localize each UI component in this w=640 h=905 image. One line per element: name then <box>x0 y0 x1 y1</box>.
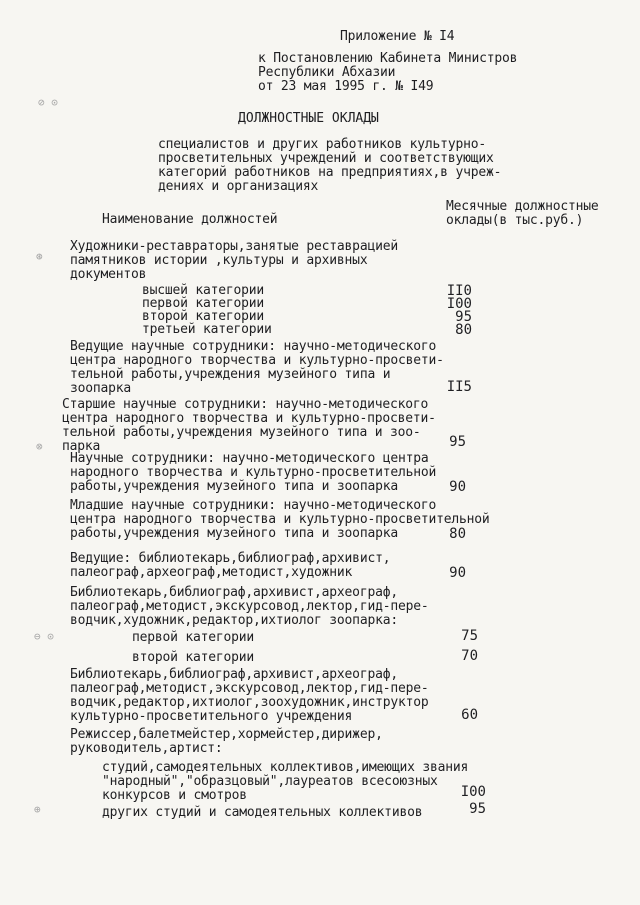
subtitle-line: просветительных учреждений и соответствующих <box>158 151 494 166</box>
row-text: центра народного творчества и культурно-просвети- <box>62 411 436 426</box>
row-text: Ведущие: библиотекарь,библиограф,архивист, <box>70 551 391 566</box>
document-title: ДОЛЖНОСТНЫЕ ОКЛАДЫ <box>238 111 379 126</box>
subtitle-line: специалистов и других работников культурно- <box>158 137 486 152</box>
salary-value: 70 <box>461 648 478 664</box>
row-text: Режиссер,балетмейстер,хормейстер,дирижер, <box>70 727 383 742</box>
row-text: культурно-просветительного учреждения <box>70 709 353 724</box>
category-label: второй категории <box>142 309 265 324</box>
subtitle-line: дениях и организациях <box>158 179 319 194</box>
row-text: Младшие научные сотрудники: научно-методического <box>70 498 437 513</box>
row-text: тельной работы,учреждения музейного типа и <box>70 367 391 382</box>
salary-value: 60 <box>461 707 478 723</box>
salary-value: 90 <box>449 565 466 581</box>
row-text: Старшие научные сотрудники: научно-методического <box>62 397 429 412</box>
appendix-label: Приложение № I4 <box>340 29 455 44</box>
row-text: Ведущие научные сотрудники: научно-методического <box>70 339 437 354</box>
row-text: палеограф,археограф,методист,художник <box>70 565 353 580</box>
salary-value: 75 <box>461 628 478 644</box>
salary-value: 95 <box>449 434 466 450</box>
decree-line: Республики Абхазии <box>258 65 396 80</box>
row-text: руководитель,артист: <box>70 741 223 756</box>
decree-line: от 23 мая 1995 г. № I49 <box>258 79 434 94</box>
margin-mark: ⊘ ⊙ <box>38 96 58 109</box>
category-label: первой категории <box>142 296 265 311</box>
row-text: водчик,художник,редактор,ихтиолог зоопарка: <box>70 613 398 628</box>
row-text: "народный","образцовый",лауреатов всесоюзных <box>102 774 438 789</box>
row-text: конкурсов и смотров <box>102 788 247 803</box>
salary-value: I00 <box>446 296 472 312</box>
salary-value: 80 <box>449 526 466 542</box>
row-text: работы,учреждения музейного типа и зоопарка <box>70 479 398 494</box>
column-header-name: Наименование должностей <box>102 212 278 227</box>
salary-value: II0 <box>446 283 472 299</box>
margin-mark: ⊕ <box>34 803 41 816</box>
salary-value: 80 <box>455 322 472 338</box>
row-text: народного творчества и культурно-просветительной <box>70 465 437 480</box>
margin-mark: ⊖ ⊙ <box>34 630 54 643</box>
column-header-salary: Месячные должностные <box>446 199 599 214</box>
row-text: Художники-реставраторы,занятые реставрацией <box>70 239 398 254</box>
category-label: второй категории <box>132 650 255 665</box>
row-text: студий,самодеятельных коллективов,имеющих звания <box>102 760 469 775</box>
row-text: других студий и самодеятельных коллективов <box>102 805 423 820</box>
subtitle-line: категорий работников на предприятиях,в учреж- <box>158 165 502 180</box>
row-text: палеограф,методист,экскурсовод,лектор,гид-пере- <box>70 681 429 696</box>
salary-value: 95 <box>469 801 486 817</box>
row-text: парка <box>62 439 101 454</box>
row-text: центра народного творчества и культурно-просвети- <box>70 353 444 368</box>
row-text: водчик,редактор,ихтиолог,зоохудожник,инструктор <box>70 695 429 710</box>
row-text: Научные сотрудники: научно-методического центра <box>70 451 429 466</box>
margin-mark: ⊛ <box>36 250 43 263</box>
column-header-salary: оклады(в тыс.руб.) <box>446 213 584 228</box>
decree-line: к Постановлению Кабинета Министров <box>258 51 518 66</box>
row-text: памятников истории ,культуры и архивных <box>70 253 368 268</box>
margin-mark: ⊗ <box>36 440 43 453</box>
row-text: центра народного творчества и культурно-просветительной <box>70 512 490 527</box>
row-text: тельной работы,учреждения музейного типа и зоо- <box>62 425 421 440</box>
salary-value: II5 <box>446 379 472 395</box>
row-text: зоопарка <box>70 381 132 396</box>
row-text: Библиотекарь,библиограф,архивист,археограф, <box>70 667 398 682</box>
row-text: Библиотекарь,библиограф,архивист,археограф, <box>70 585 398 600</box>
row-text: палеограф,методист,экскурсовод,лектор,гид-пере- <box>70 599 429 614</box>
salary-value: 95 <box>455 309 472 325</box>
row-text: документов <box>70 267 147 282</box>
salary-value: 90 <box>449 479 466 495</box>
row-text: работы,учреждения музейного типа и зоопарка <box>70 526 398 541</box>
category-label: третьей категории <box>142 322 272 337</box>
salary-value: I00 <box>460 784 486 800</box>
category-label: высшей категории <box>142 283 265 298</box>
category-label: первой категории <box>132 630 255 645</box>
